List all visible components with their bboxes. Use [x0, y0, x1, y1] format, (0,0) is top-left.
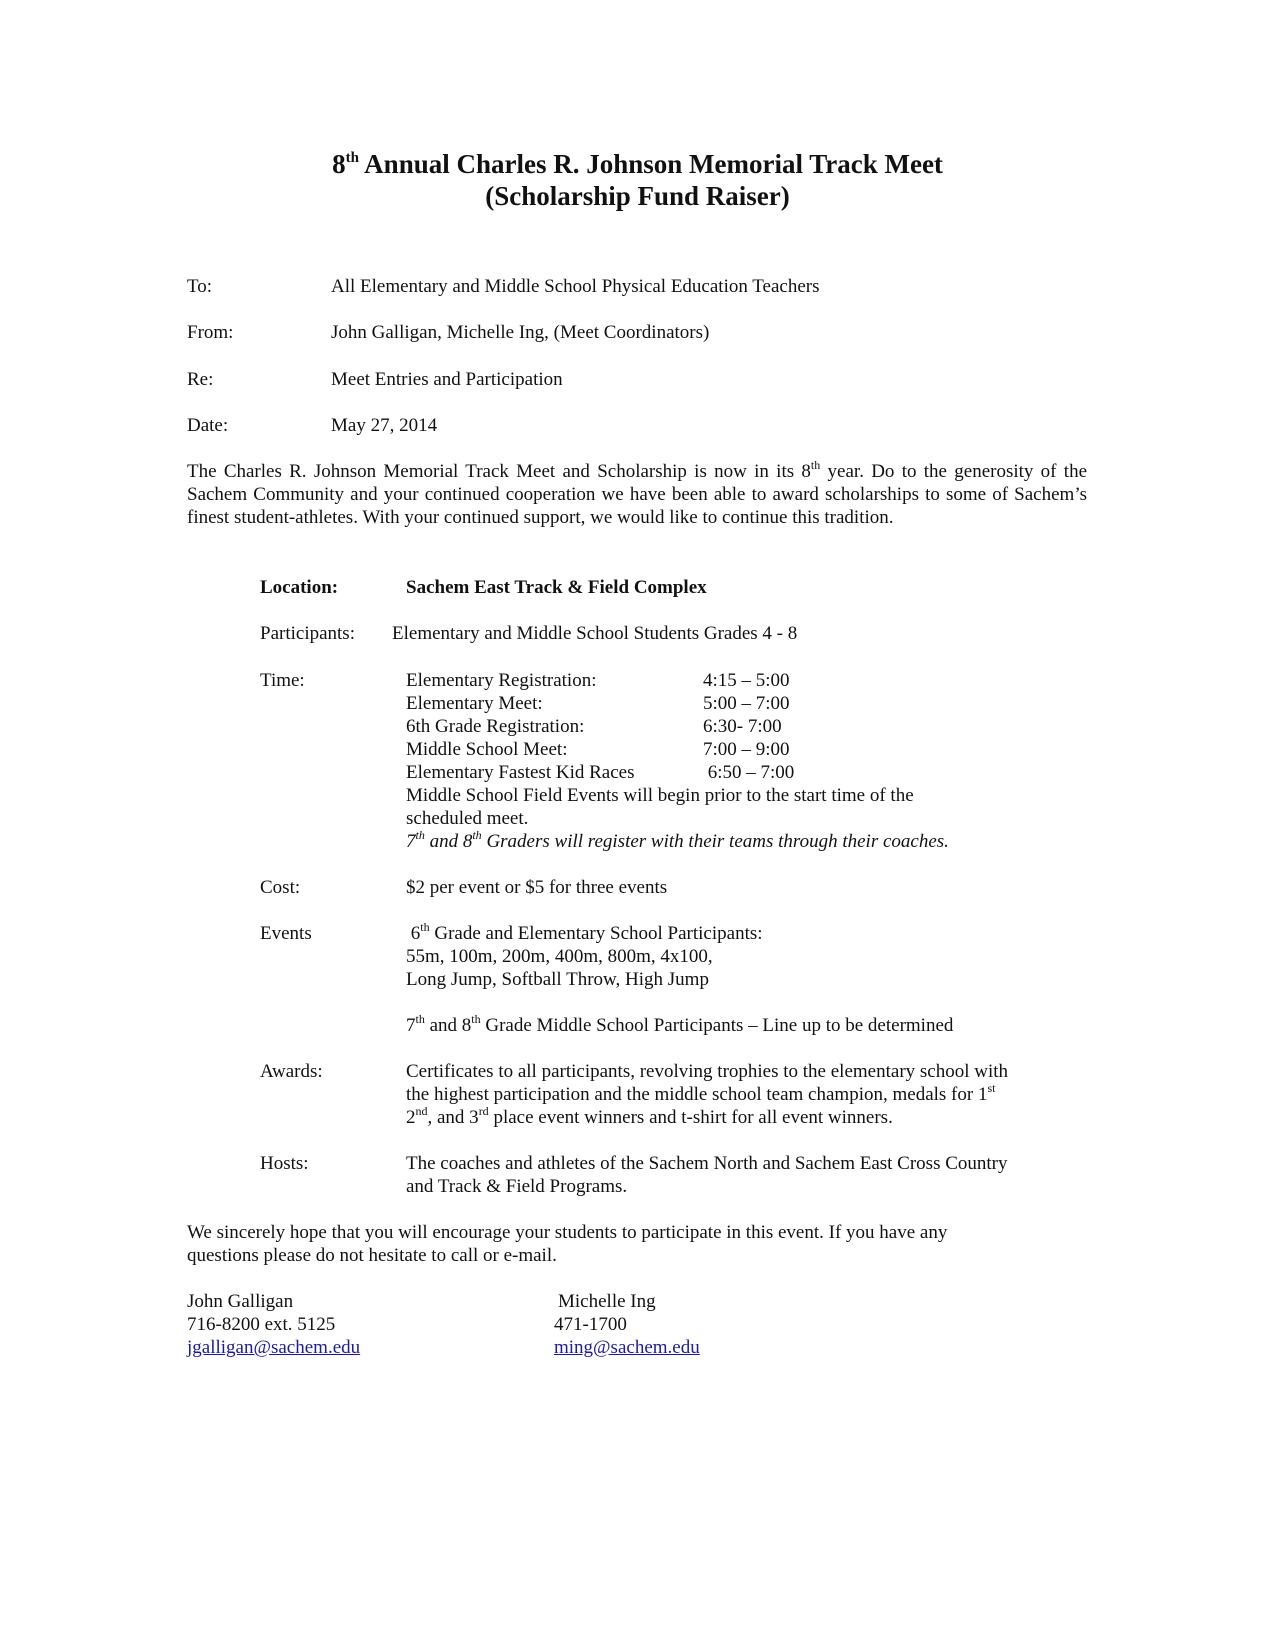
field-events-note: Middle School Field Events will begin prior to the start time of the	[406, 785, 914, 806]
participants-label: Participants:	[260, 623, 355, 644]
re-label: Re:	[187, 369, 214, 390]
events-text: 7	[406, 1015, 416, 1036]
awards-text: the highest participation and the middle school team champion, medals for 1	[406, 1084, 988, 1105]
awards-line: Certificates to all participants, revolving trophies to the elementary school with	[406, 1061, 1009, 1082]
contact-name: John Galligan	[187, 1291, 294, 1312]
awards-sup: st	[987, 1080, 996, 1095]
schedule-event: 6th Grade Registration:	[406, 716, 585, 737]
note-text: Graders will register with their teams through their coaches.	[481, 831, 949, 852]
schedule-time: 7:00 – 9:00	[703, 739, 790, 760]
events-middle-school	[406, 1011, 954, 1037]
from-label: From:	[187, 322, 234, 343]
location-value: Sachem East Track & Field Complex	[406, 577, 707, 598]
page-subtitle: (Scholarship Fund Raiser)	[485, 181, 790, 211]
awards-text: place event winners and t-shirt for all event winners.	[488, 1107, 893, 1128]
schedule-time: 5:00 – 7:00	[703, 693, 790, 714]
events-sup: th	[420, 919, 430, 934]
schedule-time: 6:30- 7:00	[703, 716, 782, 737]
awards-sup: rd	[478, 1103, 489, 1118]
awards-text: , and 3	[427, 1107, 479, 1128]
events-sup: th	[415, 1011, 425, 1026]
hosts-line: The coaches and athletes of the Sachem North and Sachem East Cross Country	[406, 1153, 1008, 1174]
events-label: Events	[260, 923, 312, 944]
from-value: John Galligan, Michelle Ing, (Meet Coordinators)	[331, 322, 710, 343]
awards-sup: nd	[415, 1103, 428, 1118]
events-running-list: 55m, 100m, 200m, 400m, 800m, 4x100,	[406, 946, 713, 967]
note-sup: th	[472, 827, 482, 842]
contact-phone: 471-1700	[554, 1314, 627, 1335]
hosts-label: Hosts:	[260, 1153, 309, 1174]
hosts-line: and Track & Field Programs.	[406, 1176, 628, 1197]
contact-email-link[interactable]: ming@sachem.edu	[554, 1337, 700, 1358]
registration-note	[406, 827, 949, 853]
date-label: Date:	[187, 415, 229, 436]
re-value: Meet Entries and Participation	[331, 369, 563, 390]
schedule-event: Elementary Meet:	[406, 693, 543, 714]
page-title	[0, 148, 1275, 180]
intro-text-b: year. Do to the generosity of the Sachem Community and your continued cooperation we have been able to award scholarships to some of Sachem’s finest student-athletes. With your continued support, we would like to continue this tradition.	[187, 461, 1087, 528]
schedule-event: Elementary Fastest Kid Races	[406, 762, 635, 783]
field-events-note-cont: scheduled meet.	[406, 808, 529, 829]
schedule-time: 6:50 – 7:00	[703, 762, 795, 783]
intro-text-a: The Charles R. Johnson Memorial Track Meet and Scholarship is now in its 8	[187, 461, 811, 482]
cost-label: Cost:	[260, 877, 301, 898]
note-text: and 8	[424, 831, 473, 852]
title-text: Annual Charles R. Johnson Memorial Track Meet	[358, 149, 943, 179]
title-ordinal-suffix: th	[345, 150, 359, 166]
events-elementary-heading	[406, 919, 763, 945]
contact-phone: 716-8200 ext. 5125	[187, 1314, 336, 1335]
events-text: 6	[406, 923, 421, 944]
intro-sup: th	[810, 457, 821, 472]
intro-paragraph	[187, 457, 1087, 529]
closing-line: We sincerely hope that you will encourage your students to participate in this event. If you have any	[187, 1222, 948, 1243]
time-label: Time:	[260, 670, 305, 691]
to-value: All Elementary and Middle School Physical Education Teachers	[331, 276, 820, 297]
awards-line	[406, 1080, 996, 1106]
location-label: Location:	[260, 577, 339, 598]
events-text: Grade Middle School Participants – Line up to be determined	[480, 1015, 954, 1036]
awards-label: Awards:	[260, 1061, 323, 1082]
to-label: To:	[187, 276, 213, 297]
events-field-list: Long Jump, Softball Throw, High Jump	[406, 969, 709, 990]
cost-value: $2 per event or $5 for three events	[406, 877, 668, 898]
title-ordinal: 8	[332, 149, 346, 179]
awards-line	[406, 1103, 893, 1129]
events-sup: th	[471, 1011, 481, 1026]
schedule-time: 4:15 – 5:00	[703, 670, 790, 691]
schedule-event: Middle School Meet:	[406, 739, 568, 760]
date-value: May 27, 2014	[331, 415, 438, 436]
note-text: 7	[406, 831, 416, 852]
contact-email-link[interactable]: jgalligan@sachem.edu	[187, 1337, 361, 1358]
closing-line: questions please do not hesitate to call or e-mail.	[187, 1245, 557, 1266]
contact-name: Michelle Ing	[558, 1291, 656, 1312]
schedule-event: Elementary Registration:	[406, 670, 597, 691]
note-sup: th	[415, 827, 425, 842]
events-text: Grade and Elementary School Participants:	[429, 923, 763, 944]
participants-value: Elementary and Middle School Students Grades 4 - 8	[392, 623, 798, 644]
events-text: and 8	[424, 1015, 472, 1036]
awards-text: 2	[406, 1107, 416, 1128]
